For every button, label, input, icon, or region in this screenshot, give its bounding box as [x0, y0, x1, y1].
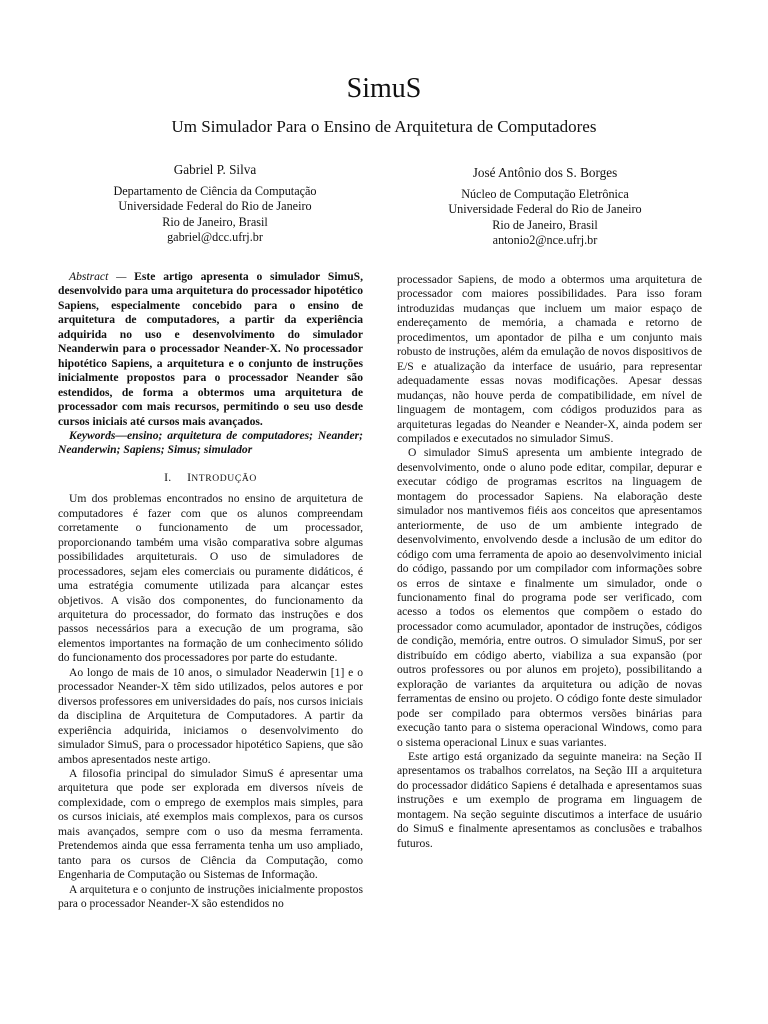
keywords-label: Keywords—	[69, 428, 127, 442]
body-paragraph: A arquitetura e o conjunto de instruções inicialmente propostos para o processador Neander-X são estendidos no	[58, 882, 363, 911]
author-name: José Antônio dos S. Borges	[472, 165, 618, 180]
author-email: antonio2@nce.ufrj.br	[492, 232, 598, 247]
body-paragraph: A filosofia principal do simulador SimuS é apresentar uma arquitetura que pode ser explorada em diversos níveis de complexidade, com o emprego de exemplos mais simples, para os cursos iniciais, até exemplos mais complexos, para os cursos mais avançados, sempre com o uso da mesma ferramenta. Pretendemos ainda que essa ferramenta tenha um uso ampliado, tanto para os cursos de Ciência da Computação, como Engenharia de Computação ou Sistemas de Informação.	[58, 766, 363, 882]
body-paragraph-continued: processador Sapiens, de modo a obtermos uma arquitetura de processador com maiores possibilidades. Para isso foram introduzidas mudanças que incluem um maior espaço de endereçamento de memória, a chamada e retorno de procedimentos, um apontador de pilha e um conjunto mais robusto de instruções, além da emulação de novos dispositivos de E/S e atualização da interface de usuário, para representar adequadamente essas novas modificações. Apesar dessas mudanças, não houve perda de compatibilidade, em nível de linguagem de montagem, com códigos produzidos para as arquiteturas legadas do Neander e Neander-X, ainda podem ser compilados e executados no simulador SimuS.	[397, 273, 702, 445]
abstract	[58, 270, 363, 429]
author-department: Núcleo de Computação Eletrônica	[461, 187, 629, 201]
abstract-label: Abstract —	[69, 270, 127, 283]
abstract-text: Este artigo apresenta o simulador SimuS, desenvolvido para uma arquitetura do processador hipotético Sapiens, especialmente concebido para o ensino de arquitetura de computadores, a partir da experiência adquirida no uso e desenvolvimento do simulador Neanderwin para o processador Neander-X. No processador hipotético Sapiens, a arquitetura e o conjunto de instruções inicialmente propostos para o processador Neander são estendidos, de forma a obtermos uma arquitetura de processador com mais recursos, permitindo o seu uso desde cursos iniciais até cursos mais avançados.	[58, 270, 364, 428]
section-number: I.	[164, 469, 172, 484]
body-paragraph: O simulador SimuS apresenta um ambiente integrado de desenvolvimento, onde o aluno pode editar, compilar, depurar e executar código de programas escritos na linguagem de montagem do processador Sapiens. Na elaboração deste simulador nos mantivemos fiéis aos conceitos que apresentamos anteriormente, de uso de um ambiente integrado de desenvolvimento, envolvendo desde a inclusão de um editor do código com uma ferramenta de apoio ao desenvolvimento inicial do código, passando por um compilador com informações sobre os erros de sintaxe e finalmente um simulador, onde o funcionamento final do programa pode ser verificado, com acesso a todos os elementos que compõem o estado do processador como acumulador, apontador de instruções, códigos de condição, memória, entre outros. O simulador SimuS, por ser distribuído em código aberto, viabiliza a sua expansão (por outros professores ou por alunos em projeto), possibilitando a exploração de variantes da arquitetura ou adição de novas ferramentas de ensino ou projeto. O código fonte deste simulador pode ser compilado para obtermos versões binárias para execução tanto para o sistema operacional Windows, como para o sistema operacional Linux e suas variantes.	[397, 446, 702, 749]
section-title-initial: I	[187, 469, 192, 484]
author-city: Rio de Janeiro, Brasil	[162, 214, 268, 229]
author-university: Universidade Federal do Rio de Janeiro	[118, 199, 312, 214]
author-email: gabriel@dcc.ufrj.br	[167, 229, 263, 244]
author-city: Rio de Janeiro, Brasil	[492, 217, 598, 232]
section-title-rest: NTRODUÇÃO	[191, 472, 257, 484]
body-paragraph: Ao longo de mais de 10 anos, o simulador Neaderwin [1] e o processador Neander-X têm sido utilizados, pelos autores e por diversos professores em universidades do país, nos cursos iniciais da disciplina de Arquitetura de Computadores. A partir da experiência adquirida, iniciamos o desenvolvimento do simulador SimuS, para o processador hipotético Sapiens, que são ambos apresentados neste artigo.	[58, 665, 363, 766]
left-column	[58, 270, 363, 911]
right-column	[397, 273, 702, 851]
author-block-1	[80, 162, 350, 245]
body-paragraph: Este artigo está organizado da seguinte maneira: na Seção II apresentamos os trabalhos correlatos, na Seção III a arquitetura do processador didático Sapiens é detalhada e apresentamos suas instruções e um exemplo de programa em linguagem de montagem. Na seção seguinte discutimos a interface de usuário do SimuS e finalmente apresentamos as conclusões e trabalhos futuros.	[397, 749, 702, 850]
keywords	[58, 429, 363, 458]
paper-subtitle: Um Simulador Para o Ensino de Arquitetura de Computadores	[171, 117, 597, 136]
author-university: Universidade Federal do Rio de Janeiro	[448, 202, 642, 217]
keywords-text: ensino; arquitetura de computadores; Neander; Neanderwin; Sapiens; Simus; simulador	[58, 428, 363, 457]
section-heading-introduction	[58, 470, 363, 486]
paper-title: SimuS	[346, 73, 422, 104]
author-department: Departamento de Ciência da Computação	[113, 184, 317, 198]
author-block-2	[410, 165, 680, 248]
author-name: Gabriel P. Silva	[173, 162, 257, 177]
body-paragraph: Um dos problemas encontrados no ensino de arquitetura de computadores é fazer com que os alunos compreendam corretamente o funcionamento de um processador, proporcionando também uma visão comparativa sobre algumas possibilidades arquiteturais. O uso de simuladores de processadores, sejam eles comerciais ou puramente didáticos, é uma estratégia comumente utilizada para alcançar estes objetivos. A visão dos componentes, do funcionamento da arquitetura do processador, do formato das instruções e dos passos necessários para a execução de um programa, são elementos importantes na formação de um conhecimento sólido do funcionamento dos processadores por parte do estudante.	[58, 492, 363, 665]
